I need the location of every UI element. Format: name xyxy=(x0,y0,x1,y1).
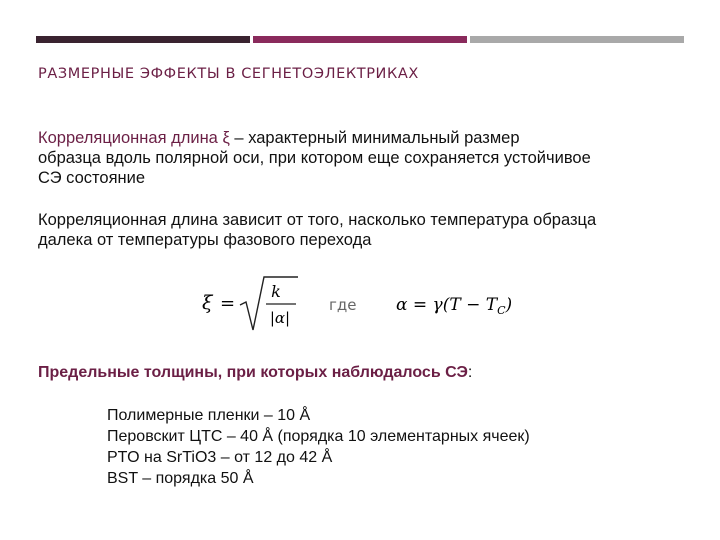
alpha-expression xyxy=(396,295,512,317)
list-item: PTO на SrTiO3 – от 12 до 42 Å xyxy=(107,449,333,466)
correlation-length-formula xyxy=(200,275,530,335)
formula-numerator: k xyxy=(271,282,281,301)
correlation-length-term: Корреляционная длина ξ xyxy=(38,129,230,147)
formula-xi: ξ xyxy=(202,292,213,314)
definition-line1-rest: – характерный минимальный размер xyxy=(229,129,520,147)
formula-graphic xyxy=(200,275,530,335)
min-thickness-heading-label: Предельные толщины, при которых наблюдалось СЭ xyxy=(38,364,468,381)
dependence-line1: Корреляционная длина зависит от того, насколько температура образца xyxy=(38,211,597,229)
temperature-dependence-text xyxy=(38,210,688,250)
min-thickness-heading xyxy=(38,364,472,382)
min-thickness-heading-colon: : xyxy=(467,364,473,381)
list-item: Полимерные пленки – 10 Å xyxy=(107,407,311,424)
alpha-expression-subscript: C xyxy=(497,304,506,317)
list-item: BST – порядка 50 Å xyxy=(107,470,254,487)
slide-title: РАЗМЕРНЫЕ ЭФФЕКТЫ В СЕГНЕТОЭЛЕКТРИКАХ xyxy=(38,66,419,82)
header-bar-dark xyxy=(36,36,250,43)
thickness-list xyxy=(107,405,530,489)
header-bar-accent xyxy=(253,36,467,43)
definition-line3: СЭ состояние xyxy=(38,169,146,187)
correlation-length-definition xyxy=(38,128,688,188)
list-item: Перовскит ЦТС – 40 Å (порядка 10 элементарных ячеек) xyxy=(107,428,530,445)
alpha-expression-main: α = γ(T − T xyxy=(396,295,498,315)
formula-denominator: |α| xyxy=(269,309,291,327)
alpha-expression-close: ) xyxy=(505,295,513,315)
definition-line2: образца вдоль полярной оси, при котором еще сохраняется устойчивое xyxy=(38,149,591,167)
dependence-line2: далека от температуры фазового перехода xyxy=(38,231,372,249)
header-bar-gray xyxy=(470,36,684,43)
formula-equals: = xyxy=(220,293,236,314)
formula-where: где xyxy=(329,296,357,314)
